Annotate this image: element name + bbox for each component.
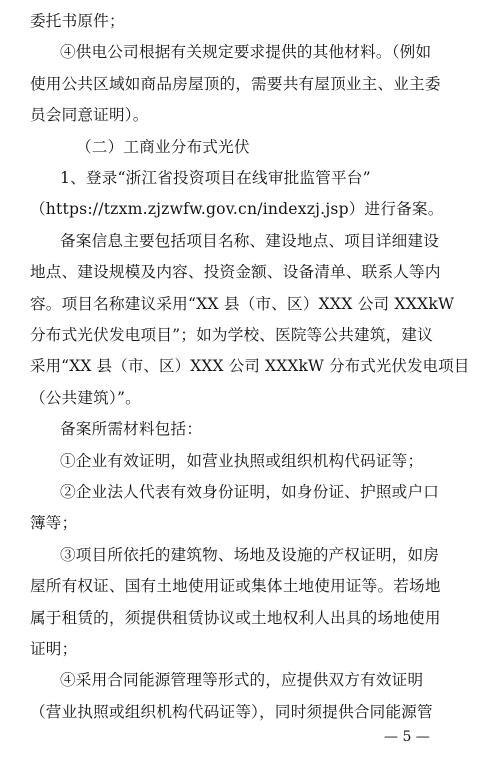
text-line: 容。项目名称建议采用“XX 县（市、区）XXX 公司 XXXkW [30, 294, 455, 313]
list-item: ②企业法人代表有效身份证明，如身份证、护照或户口 [60, 483, 440, 501]
text-line: （公共建筑）”。 [30, 388, 141, 407]
text-line: ④供电公司根据有关规定要求提供的其他材料。（例如 [60, 43, 432, 62]
text-line: （营业执照或组织机构代码证等），同时须提供合同能源管 [30, 702, 433, 721]
list-item: ④采用合同能源管理等形式的，应提供双方有效证明 [60, 671, 424, 690]
text-line: 簿等； [30, 514, 78, 533]
text-line: 使用公共区域如商品房屋顶的，需要共有屋顶业主、业主委 [30, 74, 441, 93]
list-item: ①企业有效证明，如营业执照或组织机构代码证等； [60, 451, 424, 470]
section-heading: （二）工商业分布式光伏 [76, 137, 250, 156]
text-line: 委托书原件； [30, 12, 125, 30]
text-line: 属于租赁的，须提供租赁协议或土地权利人出具的场地使用 [30, 608, 441, 627]
text-line: 1、登录“浙江省投资项目在线审批监管平台” [60, 169, 371, 187]
text-line: 屋所有权证、国有土地使用证或集体土地使用证等。若场地 [30, 577, 441, 596]
text-line: 备案信息主要包括项目名称、建设地点、项目详细建设 [60, 231, 440, 250]
text-line: 采用“XX 县（市、区）XXX 公司 XXXkW 分布式光伏发电项目 [30, 357, 470, 376]
text-line: 地点、建设规模及内容、投资金额、设备清单、联系人等内 [30, 263, 441, 282]
list-item: ③项目所依托的建筑物、场地及设施的产权证明，如房 [60, 545, 440, 564]
text-line: 证明； [30, 640, 78, 658]
text-line: 备案所需材料包括： [60, 420, 203, 439]
url-line: （https://tzxm.zjzwfw.gov.cn/indexzj.jsp）进行备案。 [30, 200, 444, 219]
page-number: — 5 — [384, 729, 430, 745]
text-line: 员会同意证明）。 [30, 106, 149, 125]
text-line: 分布式光伏发电项目”；如为学校、医院等公共建筑，建议 [30, 326, 434, 344]
